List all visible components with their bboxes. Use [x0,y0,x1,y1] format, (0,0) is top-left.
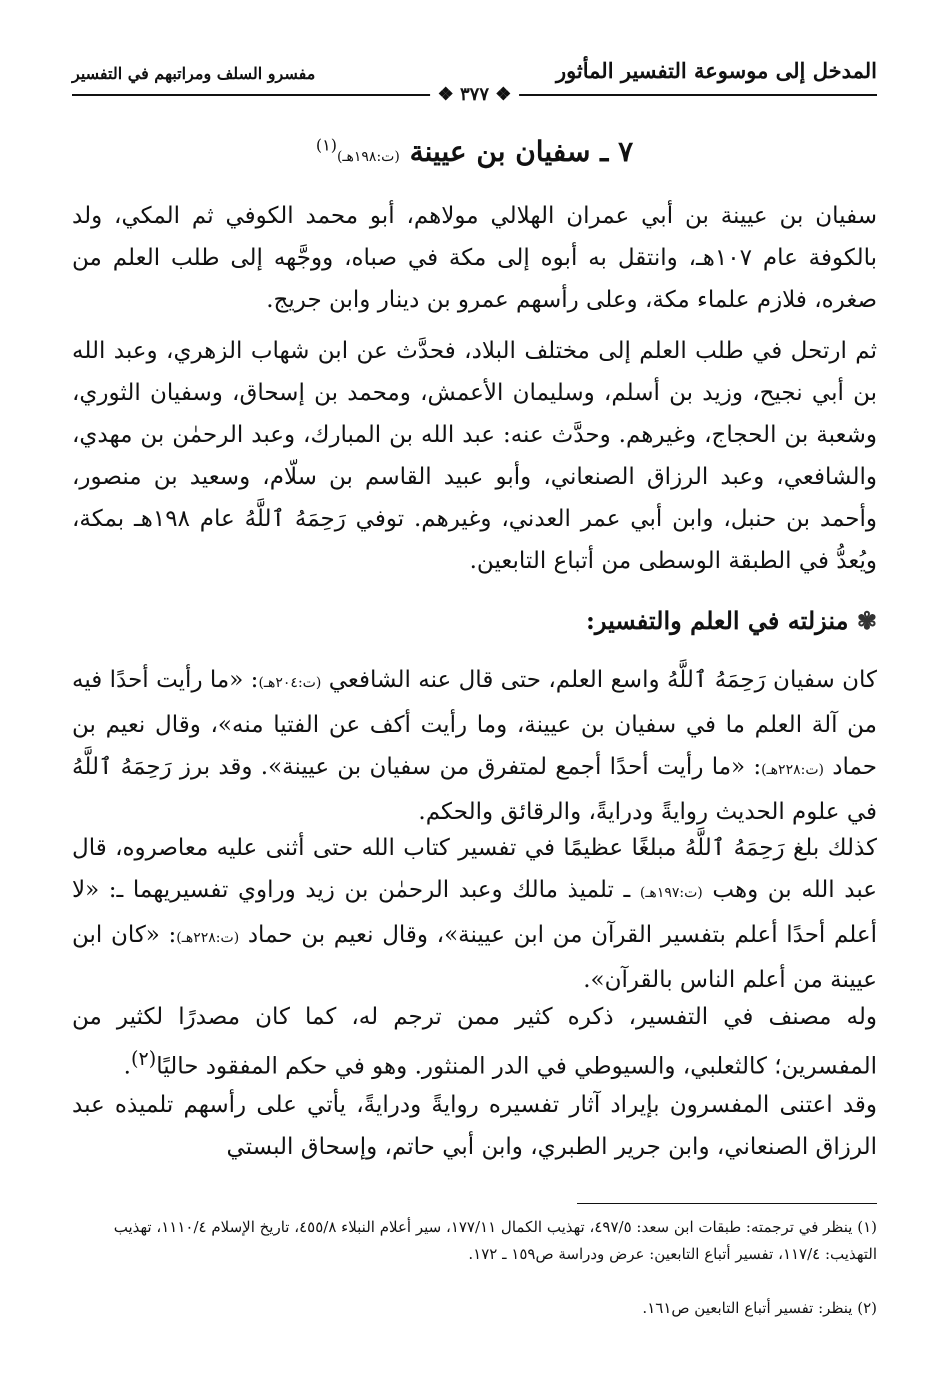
footnote-ref-2[interactable]: (٢) [130,1047,157,1070]
p5-text: وله مصنف في التفسير، ذكره كثير ممن ترجم له، كما كان مصدرًا لكثير من المفسرين؛ كالثعلبي، والسيوطي في الدر المنثور. وهو في حكم المفقود حاليًا [72,1004,877,1080]
p4-date-b: (ت:٢٢٨هـ) [176,930,240,946]
footnote-separator [577,1203,877,1204]
paragraph-transmitters: وقد اعتنى المفسرون بإيراد آثار تفسيره روايةً ودرايةً، يأتي على رأسهم تلميذه عبد الرزاق الصنعاني، وابن جرير الطبري، وابن أبي حاتم، وإسحاق البستي [72,1092,877,1160]
flower-ornament-icon: ✾ [856,606,877,635]
section-title-date: (ت:١٩٨هـ) [336,149,400,165]
section-title-text: ٧ ـ سفيان بن عيينة [409,135,634,168]
p3-part-c: : «ما رأيت أحدًا أجمع لمتفرق من سفيان بن عيينة». وقد برز رَحِمَهُ ٱللَّهُ في علوم الحديث روايةً ودرايةً، والرقائق والحكم. [72,754,877,825]
paragraph-tafsir-praise [72,827,877,1001]
running-header [72,58,877,105]
paragraph-knowledge [72,659,877,833]
footnote-2: (٢) ينظر: تفسير أتباع التابعين ص١٦١. [642,1299,877,1317]
p4-part-b: ـ تلميذ مالك وعبد الرحمٰن بن زيد وراوي تفسيريهما ـ: «لا أعلم أحدًا أعلم بتفسير القرآن من ابن عيينة»، وقال نعيم بن حماد [72,877,877,948]
subheading-text: منزلته في العلم والتفسير: [586,606,849,635]
p3-part-a: كان سفيان رَحِمَهُ ٱللَّهُ واسع العلم، حتى قال عنه الشافعي [328,667,878,693]
page-number: ❖ ٣٧٧ ❖ [430,84,520,105]
paragraph-teachers-students: ثم ارتحل في طلب العلم إلى مختلف البلاد، فحدَّث عن ابن شهاب الزهري، وعبد الله بن أبي نجيح، وزيد بن أسلم، وسليمان الأعمش، ومحمد بن إسحاق، وسفيان الثوري، وشعبة بن الحجاج، وغيرهم. وحدَّث عنه: عبد الله بن المبارك، وعبد الرحمٰن بن مهدي، والشافعي، وعبد الرزاق الصنعاني، وأبو عبيد القاسم بن سلّام، وسعيد بن منصور، وأحمد بن حنبل، وابن أبي عمر العدني، وغيرهم. توفي رَحِمَهُ ٱللَّهُ عام ١٩٨هـ بمكة، ويُعدُّ في الطبقة الوسطى من أتباع التابعين. [72,338,877,574]
p3-date-b: (ت:٢٢٨هـ) [761,762,824,778]
paragraph-tafsir-book: وله مصنف في التفسير، ذكره كثير ممن ترجم له، كما كان مصدرًا لكثير من المفسرين؛ كالثعلبي، والسيوطي في الدر المنثور. وهو في حكم المفقود حاليًا$^{(٢)}$. [72,1004,877,1080]
book-title: المدخل إلى موسوعة التفسير المأثور [555,58,877,83]
p4-part-a: كذلك بلغ رَحِمَهُ ٱللَّهُ مبلغًا عظيمًا في تفسير كتاب الله حتى أثنى عليه معاصروه، قال عبد الله بن وهب [72,835,878,903]
page-number-value: ٣٧٧ [459,84,490,105]
footnote-1: (١) ينظر في ترجمته: طبقات ابن سعد: ٤٩٧/٥، تهذيب الكمال ١٧٧/١١، سير أعلام النبلاء ٤٥٥/٨، تاريخ الإسلام ١١١٠/٤، تهذيب التهذيب: ١١٧/٤، تفسير أتباع التابعين: عرض ودراسة ص١٥٩ ـ ١٧٢. [113,1218,877,1263]
subheading [586,606,877,635]
section-title [72,135,877,168]
p3-part-b: : «ما رأيت أحدًا فيه من آلة العلم ما في سفيان بن عيينة، وما رأيت أكف عن الفتيا منه»، وقال نعيم بن حماد [72,667,877,780]
p4-part-c: : «كان ابن عيينة من أعلم الناس بالقرآن». [72,922,877,993]
paragraph-biography: سفيان بن عيينة بن أبي عمران الهلالي مولاهم، أبو محمد الكوفي ثم المكي، ولد بالكوفة عام ١٠٧هـ، وانتقل به أبوه إلى مكة في صباه، ووجَّهه إلى طلب العلم من صغره، فلازم علماء مكة، وعلى رأسهم عمرو بن دينار وابن جريج. [72,203,878,313]
chapter-title: مفسرو السلف ومراتبهم في التفسير [72,64,316,83]
p3-date-a: (ت:٢٠٤هـ) [258,675,322,691]
p4-date-a: (ت:١٩٧هـ) [639,885,703,901]
footnote-ref-1[interactable]: (١) [315,135,337,155]
